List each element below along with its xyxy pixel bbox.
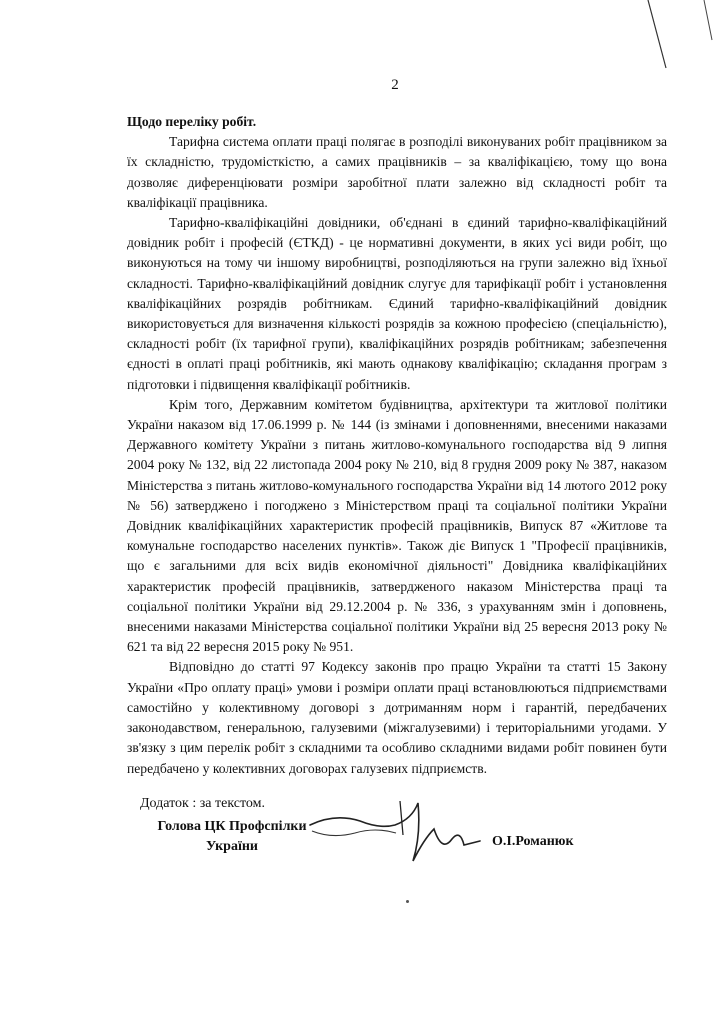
paragraph-state-committee: Крім того, Державним комітетом будівництва, архітектури та житлової політики України наказом від 17.06.1999 р. № 144 (із змінами і доповненнями, внесеними наказами Державного комітету України з питань житлово-комунального господарства від 9 липня 2004 року № 132, від 22 листопада 2004 року № 210, від 8 грудня 2009 року № 387, наказом Міністерства з питань житлово-комунального господарства України від 14 лютого 2012 року № 56) затверджено і погоджено з Міністерством праці та соціальної політики України Довідник кваліфікаційних характеристик професій працівників, Випуск 87 «Житлове та комунальне господарство населених пунктів». Також діє Випуск 1 "Професії працівників, що є загальними для всіх видів економічної діяльності" Довідника кваліфікаційних характеристик професій працівників, затвердженого наказом Міністерства праці та соціальної політики України від 29.12.2004 р. № 336, з урахуванням змін і доповнень, внесеними наказами Міністерства соціальної політики України від 25 вересня 2013 року № 621 та від 22 вересня 2015 року № 951. <box>127 396 667 655</box>
paragraph-qualification-handbooks: Тарифно-кваліфікаційні довідники, об'єднані в єдиний тарифно-кваліфікаційний довідник робіт і професій (ЄТКД) - це нормативні документи, в яких усі види робіт, що виконуються на тому чи іншому виробництві, розподіляються на групи залежно від їхньої складності. Тарифно-кваліфікаційний довідник слугує для тарифікації робіт і установлення кваліфікаційних розрядів робітникам. Єдиний тарифно-кваліфікаційний довідник використовується для визначення кількості розрядів за кожною професією (спеціальністю), складності робіт (їх тарифної групи), кваліфікаційних розрядів робітникам; забезпечення єдності в оплаті праці робітників, які мають однакову кваліфікацію; складання програм з підготовки і підвищення кваліфікації робітників. <box>127 215 667 392</box>
letter-body <box>127 112 667 779</box>
handwritten-signature <box>300 795 490 875</box>
paragraph-labor-code: Відповідно до статті 97 Кодексу законів про працю України та статті 15 Закону України «Про оплату праці» умови і розміри оплати праці встановлюються підприємствами самостійно у колективному договорі з дотриманням норм і гарантій, передбачених законодавством, генеральною, галузевими (міжгалузевими) і територіальними угодами. У зв'язку з цим перелік робіт з складними та особливо складними видами робіт повинен бути передбачено у колективних договорах галузевих підприємств. <box>127 659 667 776</box>
page-number: 2 <box>391 77 399 93</box>
appendix-note: Додаток : за текстом. <box>140 796 266 811</box>
paragraph-tariff-system: Тарифна система оплати праці полягає в розподілі виконуваних робіт працівником за їх складністю, трудомісткістю, а самих працівників – за кваліфікацією, тому що вона дозволяє диференціювати розміри заробітної плати залежно від складності робіт та кваліфікації працівника. <box>127 134 667 210</box>
signatory-name: О.І.Романюк <box>492 834 574 849</box>
scan-speck <box>406 900 409 903</box>
section-heading: Щодо переліку робіт. <box>127 114 257 129</box>
signatory-role-line1: Голова ЦК Профспілки <box>157 819 307 834</box>
signatory-role-line2: України <box>205 839 258 854</box>
